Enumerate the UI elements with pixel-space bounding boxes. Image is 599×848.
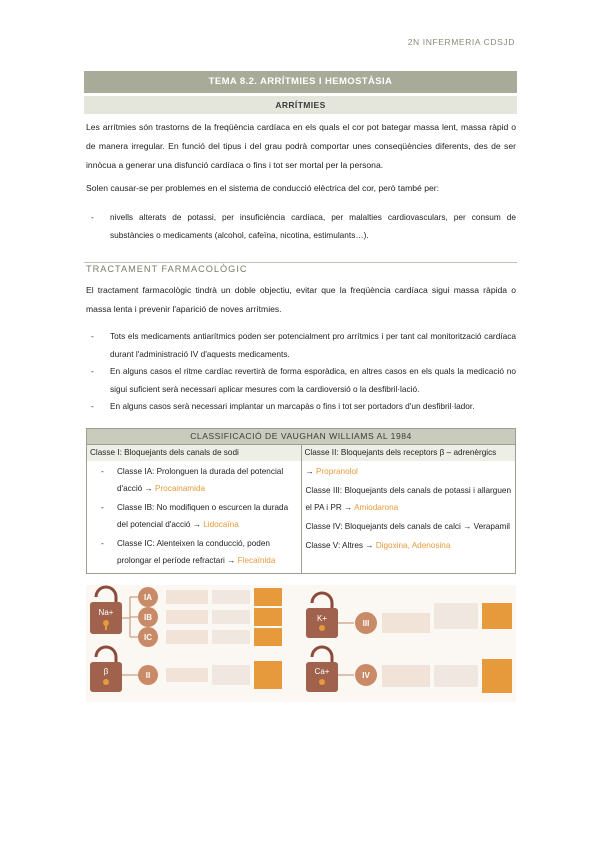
- section-divider: [84, 262, 517, 263]
- drug-name: Procainamida: [154, 484, 206, 493]
- intro-paragraph-1: Les arrítmies són trastorns de la freqüència cardíaca en els quals el cor pot bategar massa lent, massa ràpid o de manera irregular. En funció del tipus i del grau podrà comportar unes conseqüències diferents, des de ser innòcua a generar una disfunció cardíaca o fins i tot ser mortal per la persona.: [86, 122, 516, 170]
- class-ic-circle: [138, 627, 158, 647]
- class-iv-item: Classe IV: Bloquejants dels canals de calci → Verapamil: [305, 522, 511, 531]
- svg-text:β: β: [103, 667, 109, 676]
- intro-bullet: [86, 208, 516, 244]
- page-title: TEMA 8.2. ARRÍTMIES I HEMOSTÀSIA: [84, 71, 517, 93]
- svg-text:Ca+: Ca+: [314, 667, 330, 676]
- tractament-bullet-3: [86, 397, 516, 415]
- intro-paragraph-2: Solen causar-se per problemes en el sistema de conducció elèctrica del cor, però també per:: [86, 183, 440, 193]
- class-ii-v-column: [301, 445, 516, 574]
- svg-text:IB: IB: [144, 613, 152, 622]
- svg-text:K+: K+: [316, 614, 328, 623]
- class-ib-circle: [138, 607, 158, 627]
- class-ia-item: - Classe IA: Prolonguen la durada del potencial d'acció → Procainamida: [101, 467, 284, 493]
- drug-name: Amiodarona: [354, 503, 399, 512]
- bullet-text: Tots els medicaments antiarítmics poden ser potencialment pro arrítmics i per tant cal monitorització cardíaca durant l'administració IV d'aquests medicaments.: [110, 331, 516, 359]
- class-iii-item: Classe III: Bloquejants dels canals de potassi i allarguen el PA i PR → Amiodarona: [305, 486, 511, 512]
- course-header: 2N INFERMERIA CDSJD: [407, 37, 515, 47]
- antiarrhythmic-infographic: [86, 585, 516, 702]
- bullet-dash: -: [91, 331, 94, 341]
- svg-text:IA: IA: [144, 593, 152, 602]
- tractament-bullet-2: [86, 362, 516, 398]
- class-iii-circle: [355, 612, 377, 634]
- class-ii-heading: Classe II: Bloquejants dels receptors β – adrenèrgics: [302, 445, 516, 461]
- tractament-bullet-1: [86, 327, 516, 363]
- class-i-heading: Classe I: Bloquejants dels canals de sodi: [87, 445, 301, 461]
- class-ii-circle: [138, 665, 158, 685]
- bullet-text: En alguns casos el ritme cardíac revertirà de forma esporàdica, en altres casos en els quals la medicació no sigui suficient serà necessari aplicar mesures com la cardioversió o la desfibril·lació.: [110, 366, 516, 394]
- class-ib-item: - Classe IB: No modifiquen o escurcen la durada del potencial d'acció → Lidocaïna: [101, 503, 289, 529]
- drug-name: Lidocaïna: [203, 520, 239, 529]
- section-subtitle: ARRÍTMIES: [84, 96, 517, 114]
- bullet-dash: -: [91, 401, 94, 411]
- svg-text:II: II: [145, 671, 151, 680]
- svg-text:IV: IV: [362, 671, 370, 680]
- class-ia-circle: [138, 587, 158, 607]
- table-title: CLASSIFICACIÓ DE VAUGHAN WILLIAMS AL 1984: [87, 429, 516, 445]
- svg-text:IC: IC: [144, 633, 152, 642]
- class-v-item: Classe V: Altres → Digoxina, Adenosina: [305, 541, 451, 550]
- drug-name: Digoxina, Adenosina: [375, 541, 451, 550]
- bullet-dash: -: [91, 212, 94, 222]
- class-ii-drug: → Propranolol: [305, 467, 358, 476]
- vaughan-williams-table: [86, 428, 516, 574]
- bullet-text: nivells alterats de potassi, per insuficiència cardíaca, per malalties cardiovasculars, per consum de substàncies o medicaments (alcohol, cafeïna, nicotina, estimulants…).: [110, 212, 516, 240]
- class-i-column: [87, 445, 302, 574]
- class-ic-item: - Classe IC: Alenteixen la conducció, poden prolongar el període refractari → Flecaïnida: [101, 539, 276, 565]
- section-heading: TRACTAMENT FARMACOLÒGIC: [86, 264, 248, 274]
- bullet-text: En alguns casos serà necessari implantar un marcapàs o fins i tot ser portadors d'un desfibril·lador.: [110, 401, 475, 411]
- drug-name: Flecaïnida: [237, 556, 276, 565]
- drug-name: Verapamil: [473, 522, 511, 531]
- bullet-dash: -: [91, 366, 94, 376]
- class-iv-circle: [355, 664, 377, 686]
- svg-text:Na+: Na+: [98, 608, 114, 617]
- drug-name: Propranolol: [315, 467, 358, 476]
- svg-text:III: III: [362, 619, 370, 628]
- class-i-detail-boxes: [166, 588, 282, 646]
- tractament-paragraph: El tractament farmacològic tindrà un doble objectiu, evitar que la freqüència cardíaca sigui massa ràpida o massa lenta i prevenir l'aparició de noves arrítmies.: [86, 285, 516, 314]
